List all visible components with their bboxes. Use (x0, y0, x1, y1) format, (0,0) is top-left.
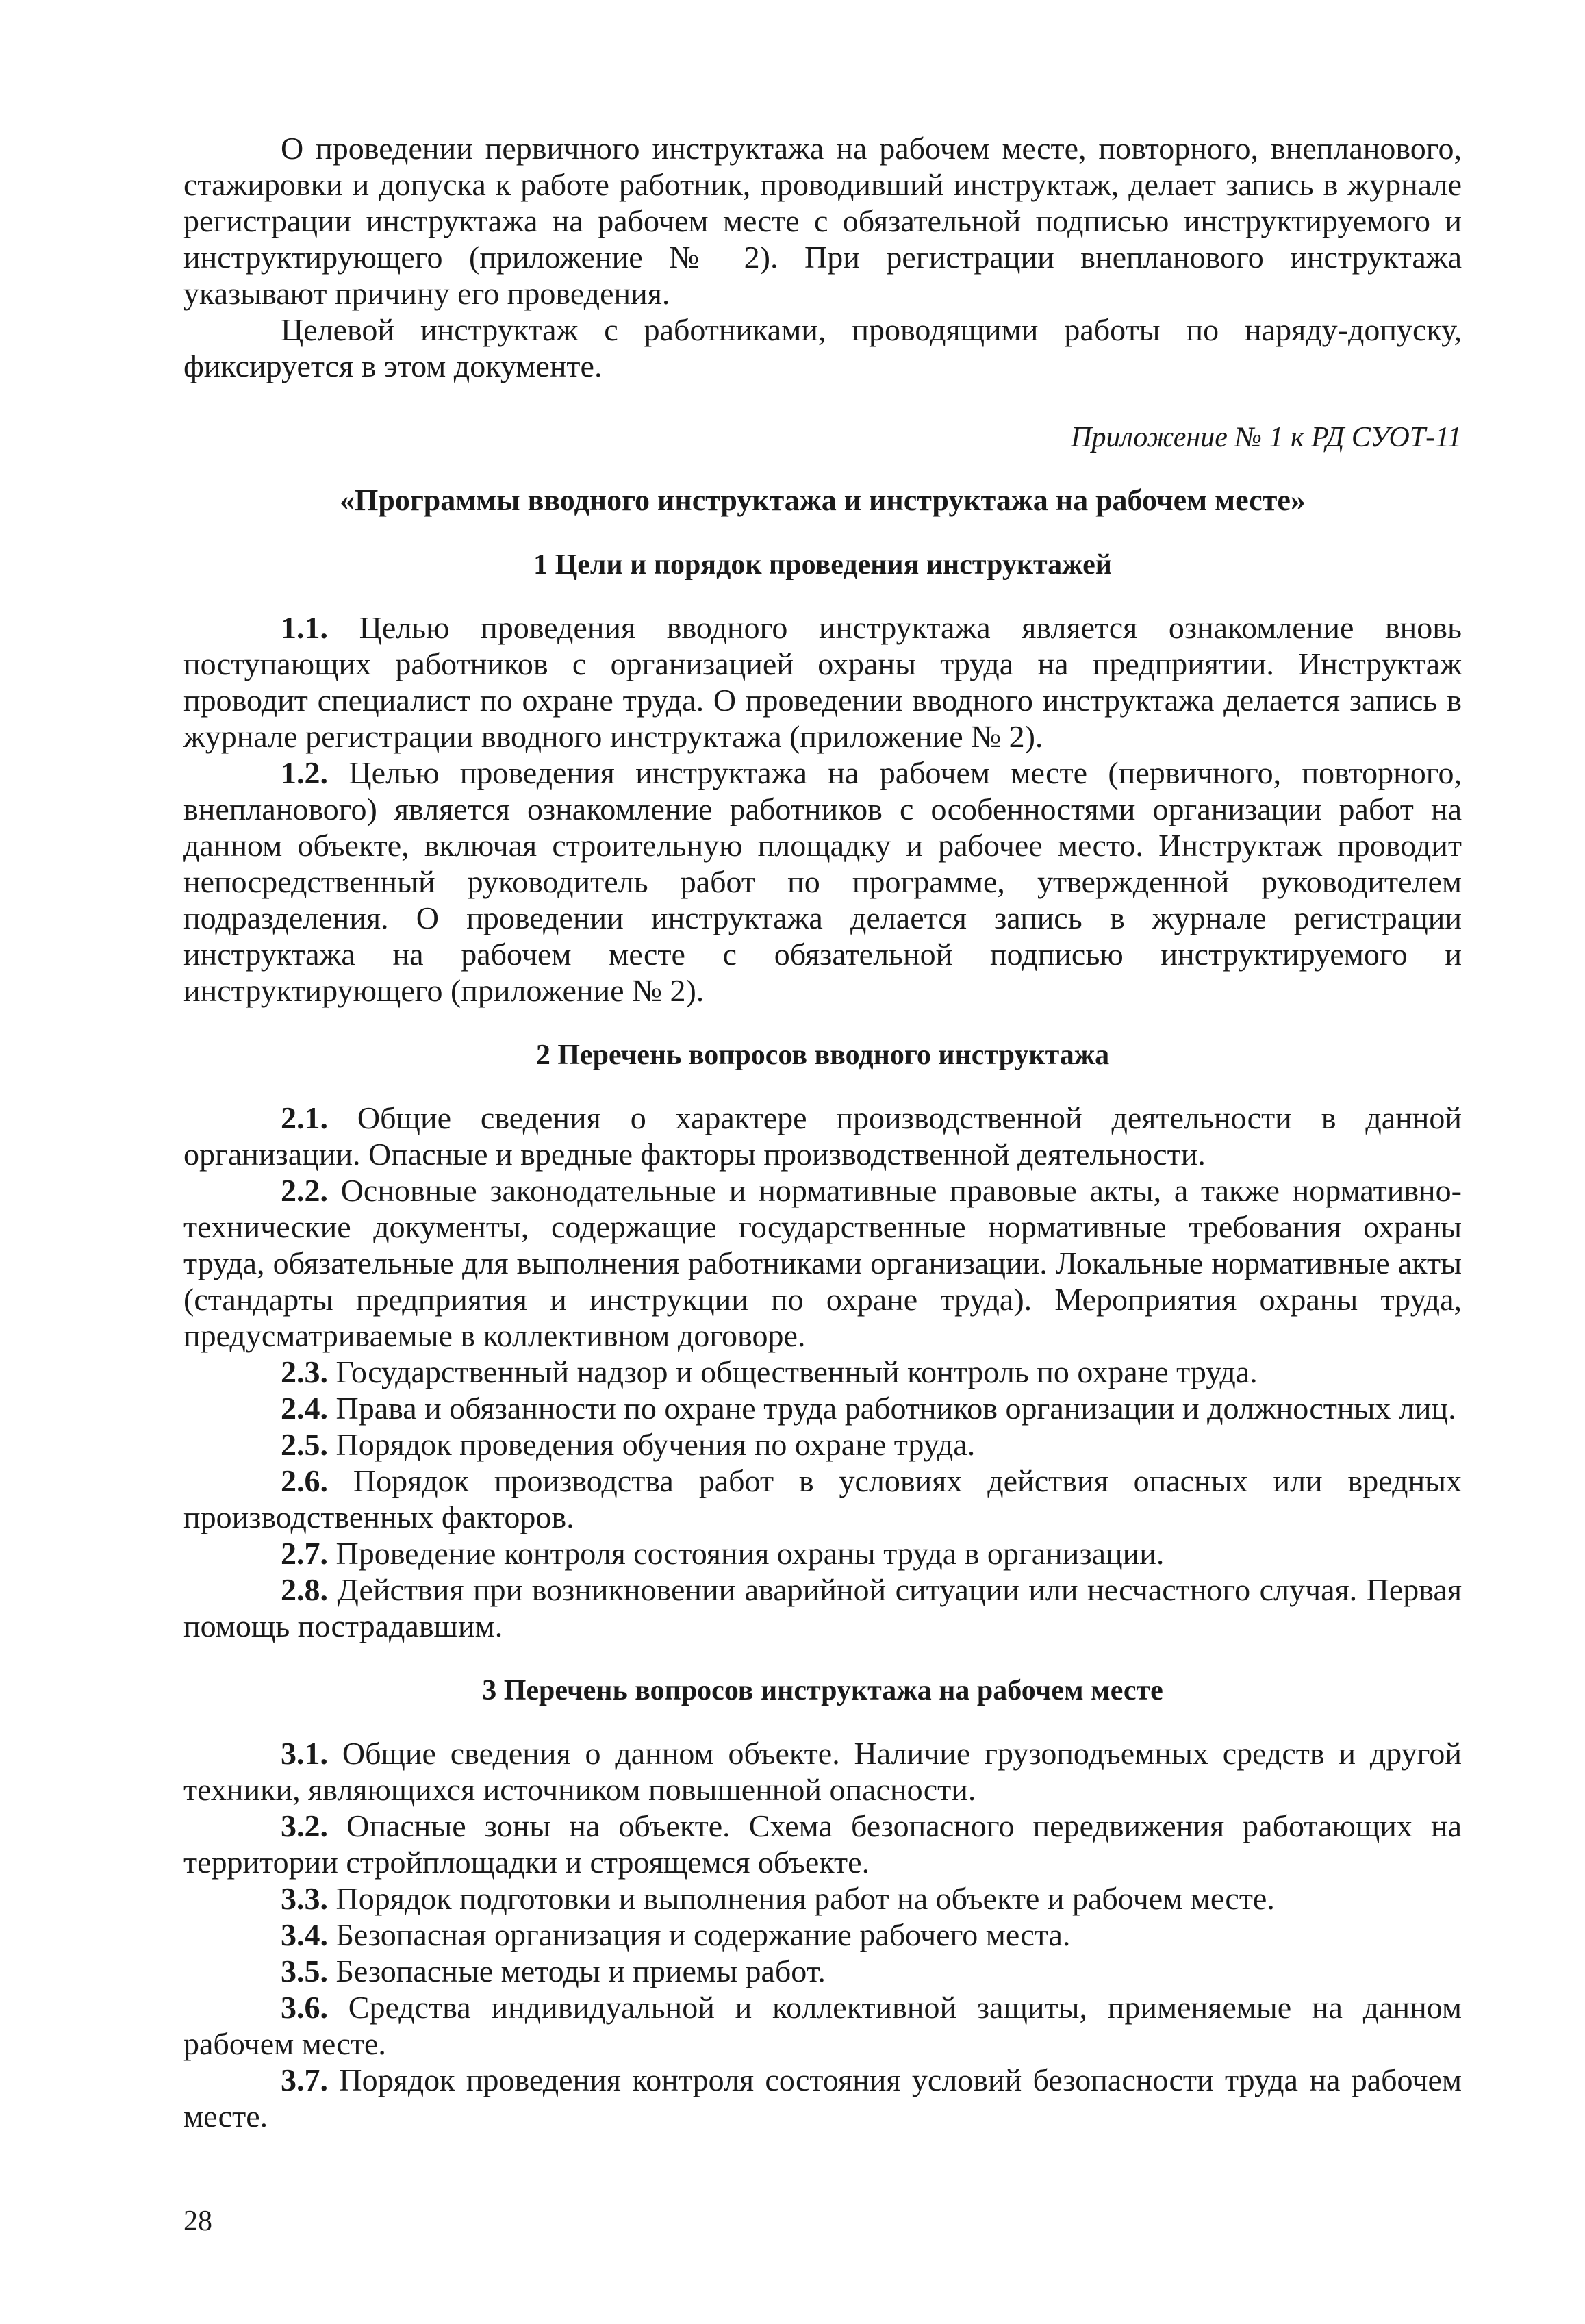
intro-paragraph: О проведении первичного инструктажа на рабочем месте, повторного, внепланового, стажировки и допуска к работе работник, проводивший инструктаж, делает запись в журнале регистрации инструктажа на рабочем месте с обязательной подписью инструктируемого и инструктирующего (приложение № 2). При регистрации внепланового инструктажа указывают причину его проведения. (183, 131, 1462, 311)
item-text: Безопасные методы и приемы работ. (335, 1954, 826, 1988)
item-text: Средства индивидуальной и коллективной защиты, применяемые на данном рабочем месте. (183, 1990, 1462, 2061)
item-text: Целью проведения вводного инструктажа является ознакомление вновь поступающих работников с организацией охраны труда на предприятии. Инструктаж проводит специалист по охране труда. О проведении вводного инструктажа делается запись в журнале регистрации вводного инструктажа (приложение № 2). (183, 610, 1462, 754)
item-text: Порядок подготовки и выполнения работ на объекте и рабочем месте. (335, 1881, 1275, 1916)
item-number: 2.8. (281, 1572, 328, 1607)
item-text: Безопасная организация и содержание рабочего места. (335, 1917, 1071, 1952)
item-text: Порядок проведения обучения по охране труда. (335, 1427, 976, 1462)
list-item (183, 2062, 1462, 2134)
item-text: Общие сведения о характере производственной деятельности в данной организации. Опасные и вредные факторы производственной деятельности. (183, 1100, 1462, 1172)
item-number: 2.1. (281, 1100, 328, 1135)
item-number: 1.2. (281, 755, 328, 790)
item-number: 2.6. (281, 1463, 328, 1498)
list-item (183, 1808, 1462, 1880)
list-item (183, 1535, 1462, 1571)
list-item (183, 1989, 1462, 2062)
item-number: 3.2. (281, 1808, 328, 1843)
item-number: 3.7. (281, 2062, 328, 2097)
item-text: Опасные зоны на объекте. Схема безопасного передвижения работающих на территории стройплощадки и строящемся объекте. (183, 1808, 1462, 1880)
item-number: 3.4. (281, 1917, 328, 1952)
list-item (183, 1172, 1462, 1354)
list-item (183, 1953, 1462, 1989)
item-text: Проведение контроля состояния охраны труда в организации. (335, 1536, 1165, 1571)
item-text: Порядок проведения контроля состояния условий безопасности труда на рабочем месте. (183, 2062, 1462, 2134)
item-number: 2.5. (281, 1427, 328, 1462)
item-number: 2.2. (281, 1173, 328, 1208)
section-heading: 2 Перечень вопросов вводного инструктажа (535, 1039, 1110, 1071)
item-text: Государственный надзор и общественный контроль по охране труда. (335, 1354, 1258, 1389)
list-item (183, 1354, 1462, 1390)
item-number: 3.6. (281, 1990, 328, 2025)
list-item (183, 1571, 1462, 1644)
section-heading: 3 Перечень вопросов инструктажа на рабочем месте (482, 1675, 1163, 1706)
list-item (183, 1390, 1462, 1426)
item-number: 3.5. (281, 1954, 328, 1988)
list-item (183, 609, 1462, 755)
item-number: 2.7. (281, 1536, 328, 1571)
item-text: Целью проведения инструктажа на рабочем месте (первичного, повторного, внепланового) является ознакомление работников с особенностями организации работ на данном объекте, включая строительную площадку и рабочее место. Инструктаж проводит непосредственный руководитель работ по программе, утвержденной руководителем подразделения. О проведении инструктажа делается запись в журнале регистрации инструктажа на рабочем месте с обязательной подписью инструктируемого и инструктирующего (приложение № 2). (183, 755, 1462, 1008)
item-text: Права и обязанности по охране труда работников организации и должностных лиц. (335, 1391, 1456, 1426)
item-text: Действия при возникновении аварийной ситуации или несчастного случая. Первая помощь пострадавшим. (183, 1572, 1462, 1643)
list-item (183, 1917, 1462, 1953)
page-number: 28 (183, 2206, 212, 2237)
item-number: 2.3. (281, 1354, 328, 1389)
list-item (183, 1463, 1462, 1535)
item-number: 1.1. (281, 610, 328, 645)
item-number: 2.4. (281, 1391, 328, 1426)
item-text: Порядок производства работ в условиях действия опасных или вредных производственных факторов. (183, 1463, 1462, 1534)
list-item (183, 1426, 1462, 1463)
item-text: Общие сведения о данном объекте. Наличие грузоподъемных средств и другой техники, являющихся источником повышенной опасности. (183, 1736, 1462, 1807)
document-title: «Программы вводного инструктажа и инструктажа на рабочем месте» (340, 483, 1306, 517)
list-item (183, 1100, 1462, 1172)
appendix-reference: Приложение № 1 к РД СУОТ-11 (1071, 422, 1462, 453)
section-heading: 1 Цели и порядок проведения инструктажей (533, 549, 1112, 581)
list-item (183, 755, 1462, 1009)
item-number: 3.3. (281, 1881, 328, 1916)
list-item (183, 1880, 1462, 1917)
item-text: Основные законодательные и нормативные правовые акты, а также нормативно-технические документы, содержащие государственные нормативные требования охраны труда, обязательные для выполнения работниками организации. Локальные нормативные акты (стандарты предприятия и инструкции по охране труда). Мероприятия охраны труда, предусматриваемые в коллективном договоре. (183, 1173, 1462, 1353)
item-number: 3.1. (281, 1736, 328, 1771)
intro-paragraph: Целевой инструктаж с работниками, проводящими работы по наряду-допуску, фиксируется в этом документе. (183, 312, 1462, 383)
list-item (183, 1735, 1462, 1808)
